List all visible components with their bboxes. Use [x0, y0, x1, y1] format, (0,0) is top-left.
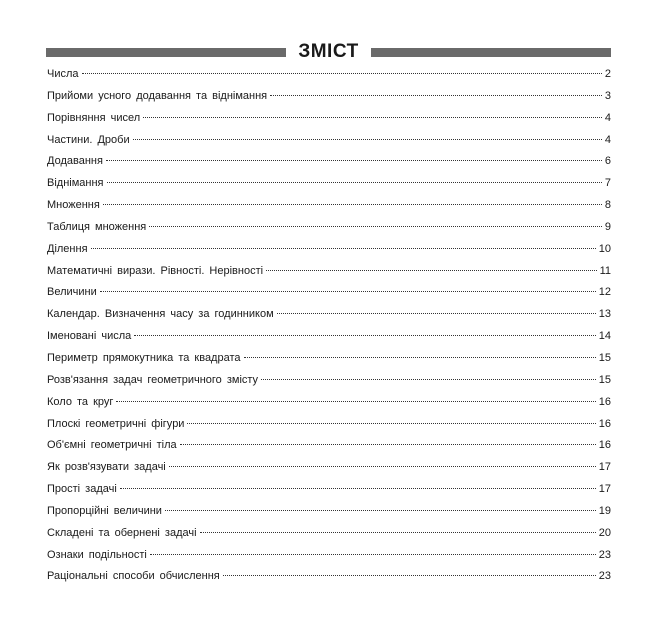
toc-entry[interactable] — [47, 527, 611, 549]
toc-entry-page-number: 10 — [598, 242, 611, 255]
toc-entry-page-number: 4 — [604, 111, 611, 124]
toc-entry[interactable] — [47, 265, 611, 287]
toc-entry-page-number: 16 — [598, 417, 611, 430]
toc-entry[interactable] — [47, 112, 611, 134]
toc-entry[interactable] — [47, 483, 611, 505]
dot-leader — [200, 532, 596, 533]
toc-entry-page-number: 6 — [604, 155, 611, 168]
toc-entry-page-number: 15 — [598, 351, 611, 364]
toc-header — [46, 40, 611, 64]
dot-leader — [150, 554, 596, 555]
dot-leader — [223, 575, 596, 576]
toc-entry[interactable] — [47, 68, 611, 90]
toc-entry[interactable] — [47, 396, 611, 418]
toc-entry[interactable] — [47, 177, 611, 199]
toc-entry-label: Об'ємні геометричні тіла — [47, 439, 177, 452]
toc-entry-label: Розв'язання задач геометричного змісту — [47, 373, 259, 386]
toc-entry-label: Раціональні способи обчислення — [47, 570, 220, 583]
toc-entry-page-number: 9 — [604, 220, 611, 233]
toc-entry-label: Складені та обернені задачі — [47, 526, 197, 539]
dot-leader — [120, 488, 596, 489]
dot-leader — [180, 444, 596, 445]
toc-entry[interactable] — [47, 134, 611, 156]
toc-entry[interactable] — [47, 286, 611, 308]
toc-entry-page-number: 20 — [598, 526, 611, 539]
toc-entry-page-number: 23 — [598, 570, 611, 583]
toc-entry-page-number: 17 — [598, 483, 611, 496]
dot-leader — [270, 95, 602, 96]
dot-leader — [143, 117, 602, 118]
dot-leader — [82, 73, 602, 74]
toc-entry-page-number: 13 — [598, 308, 611, 321]
header-bar-right — [371, 48, 611, 57]
dot-leader — [134, 335, 595, 336]
toc-entry-label: Прийоми усного додавання та віднімання — [47, 89, 268, 102]
toc-entry-page-number: 23 — [598, 548, 611, 561]
dot-leader — [187, 423, 595, 424]
toc-entry-page-number: 16 — [598, 395, 611, 408]
toc-entry-label: Іменовані числа — [47, 330, 132, 343]
dot-leader — [165, 510, 596, 511]
toc-entry-label: Математичні вирази. Рівності. Нерівності — [47, 264, 264, 277]
toc-entry-page-number: 4 — [604, 133, 611, 146]
toc-entry-label: Календар. Визначення часу за годинником — [47, 308, 274, 321]
toc-entry[interactable] — [47, 505, 611, 527]
toc-entry-page-number: 2 — [604, 68, 611, 80]
toc-entry[interactable] — [47, 549, 611, 571]
toc-entry-label: Додавання — [47, 155, 103, 168]
toc-entry-page-number: 7 — [604, 177, 611, 190]
toc-entry[interactable] — [47, 461, 611, 483]
dot-leader — [244, 357, 596, 358]
toc-entry[interactable] — [47, 155, 611, 177]
toc-entry-label: Частини. Дроби — [47, 133, 130, 146]
dot-leader — [116, 401, 595, 402]
toc-entry-page-number: 19 — [598, 504, 611, 517]
dot-leader — [277, 313, 596, 314]
toc-entry[interactable] — [47, 243, 611, 265]
toc-entry-label: Плоскі геометричні фігури — [47, 417, 185, 430]
page-title: ЗМІСТ — [298, 41, 359, 62]
toc-entry[interactable] — [47, 90, 611, 112]
toc-entry-label: Периметр прямокутника та квадрата — [47, 351, 241, 364]
toc-entry-label: Коло та круг — [47, 395, 114, 408]
toc-entry[interactable] — [47, 308, 611, 330]
header-bar-left — [46, 48, 286, 57]
table-of-contents — [47, 68, 611, 592]
toc-entry-label: Як розв'язувати задачі — [47, 461, 166, 474]
dot-leader — [266, 270, 597, 271]
toc-entry-label: Таблиця множення — [47, 220, 147, 233]
toc-entry-label: Пропорційні величини — [47, 504, 162, 517]
toc-entry-page-number: 11 — [599, 264, 611, 277]
dot-leader — [103, 204, 602, 205]
dot-leader — [149, 226, 602, 227]
toc-entry-page-number: 16 — [598, 439, 611, 452]
toc-entry-page-number: 15 — [598, 373, 611, 386]
toc-entry-page-number: 17 — [598, 461, 611, 474]
toc-entry-page-number: 12 — [598, 286, 611, 299]
toc-entry[interactable] — [47, 418, 611, 440]
dot-leader — [106, 160, 602, 161]
toc-entry[interactable] — [47, 221, 611, 243]
dot-leader — [91, 248, 596, 249]
toc-entry-page-number: 8 — [604, 199, 611, 212]
toc-entry-label: Порівняння чисел — [47, 111, 141, 124]
dot-leader — [107, 182, 602, 183]
dot-leader — [133, 139, 602, 140]
toc-entry-label: Ознаки подільності — [47, 548, 147, 561]
dot-leader — [169, 466, 596, 467]
toc-entry[interactable] — [47, 199, 611, 221]
dot-leader — [261, 379, 596, 380]
toc-entry[interactable] — [47, 570, 611, 592]
toc-entry-label: Величини — [47, 286, 97, 299]
toc-entry-page-number: 3 — [604, 89, 611, 102]
toc-entry[interactable] — [47, 330, 611, 352]
toc-entry[interactable] — [47, 374, 611, 396]
dot-leader — [100, 291, 596, 292]
toc-entry-label: Множення — [47, 199, 100, 212]
toc-entry-page-number: 14 — [598, 330, 611, 343]
toc-entry-label: Віднімання — [47, 177, 104, 190]
toc-entry-label: Ділення — [47, 242, 88, 255]
toc-entry[interactable] — [47, 439, 611, 461]
toc-entry-label: Числа — [47, 68, 79, 80]
toc-entry[interactable] — [47, 352, 611, 374]
toc-entry-label: Прості задачі — [47, 483, 117, 496]
